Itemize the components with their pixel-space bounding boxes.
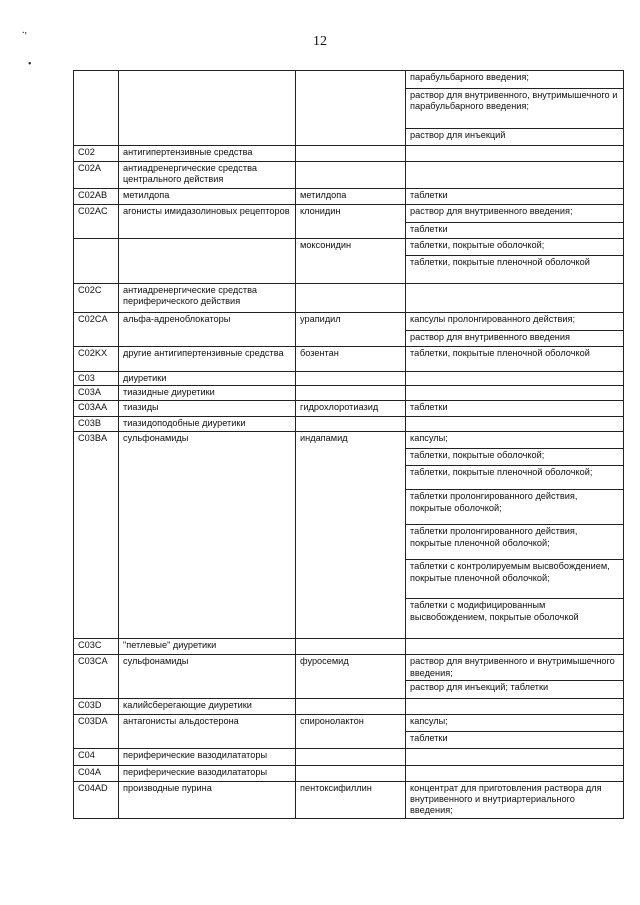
- drug-name-cell: метилдопа: [296, 189, 406, 205]
- dosage-form-cell: [406, 698, 624, 714]
- dosage-form-cell: капсулы пролонгированного действия;: [406, 313, 624, 331]
- atc-group-cell: диуретики: [119, 372, 296, 386]
- atc-group-cell: антигипертензивные средства: [119, 146, 296, 162]
- drug-name-cell: [296, 417, 406, 432]
- dosage-form-cell: таблетки, покрытые оболочкой;: [406, 449, 624, 466]
- drug-name-cell: [296, 284, 406, 313]
- drug-name-cell: гидрохлоротиазид: [296, 401, 406, 417]
- drug-name-cell: пентоксифиллин: [296, 781, 406, 818]
- scan-mark-bottom: •: [28, 59, 32, 70]
- atc-group-cell: антагонисты альдостерона: [119, 714, 296, 748]
- dosage-form-cell: таблетки: [406, 189, 624, 205]
- dosage-form-cell: капсулы;: [406, 714, 624, 731]
- atc-group-cell: "петлевые" диуретики: [119, 639, 296, 655]
- page-number: 12: [313, 34, 327, 49]
- dosage-form-cell: [406, 284, 624, 313]
- drug-name-cell: [296, 698, 406, 714]
- table-body: [74, 71, 624, 819]
- table-row: [74, 372, 624, 386]
- atc-code-cell: C04AD: [74, 781, 119, 818]
- atc-code-cell: C02AB: [74, 189, 119, 205]
- atc-group-cell: сульфонамиды: [119, 655, 296, 699]
- atc-group-cell: антиадренергические средства центрального действия: [119, 162, 296, 189]
- dosage-form-cell: [406, 372, 624, 386]
- atc-code-cell: C02CA: [74, 313, 119, 347]
- dosage-form-cell: [406, 146, 624, 162]
- atc-code-cell: C03DA: [74, 714, 119, 748]
- drug-name-cell: спиронолактон: [296, 714, 406, 748]
- table-row: [74, 313, 624, 331]
- dosage-form-cell: раствор для внутривенного, внутримышечного и парабульбарного введения;: [406, 89, 624, 129]
- atc-group-cell: тиазиды: [119, 401, 296, 417]
- atc-group-cell: периферические вазодилататоры: [119, 748, 296, 765]
- drug-name-cell: [296, 71, 406, 146]
- table-row: [74, 748, 624, 765]
- table-row: [74, 162, 624, 189]
- atc-code-cell: C02A: [74, 162, 119, 189]
- atc-code-cell: C02C: [74, 284, 119, 313]
- atc-code-cell: C03AA: [74, 401, 119, 417]
- dosage-form-cell: таблетки с модифицированным высвобождением, покрытые оболочкой: [406, 599, 624, 639]
- atc-code-cell: C03CA: [74, 655, 119, 699]
- table-row: [74, 386, 624, 401]
- atc-group-cell: агонисты имидазолиновых рецепторов: [119, 205, 296, 239]
- atc-code-cell: [74, 239, 119, 284]
- atc-code-cell: C02KX: [74, 347, 119, 372]
- dosage-form-cell: таблетки пролонгированного действия, покрытые оболочкой;: [406, 490, 624, 525]
- dosage-form-cell: [406, 639, 624, 655]
- atc-group-cell: другие антигипертензивные средства: [119, 347, 296, 372]
- table-row: [74, 189, 624, 205]
- atc-group-cell: тиазидоподобные диуретики: [119, 417, 296, 432]
- atc-code-cell: C03B: [74, 417, 119, 432]
- table-row: [74, 781, 624, 818]
- table-row: [74, 239, 624, 256]
- atc-code-cell: C03A: [74, 386, 119, 401]
- atc-group-cell: сульфонамиды: [119, 432, 296, 639]
- atc-code-cell: C04: [74, 748, 119, 765]
- scan-mark-top: .,: [22, 25, 27, 36]
- drug-name-cell: моксонидин: [296, 239, 406, 284]
- drug-list-table: [73, 70, 624, 819]
- dosage-form-cell: таблетки с контролируемым высвобождением, покрытые пленочной оболочкой;: [406, 560, 624, 599]
- dosage-form-cell: [406, 748, 624, 765]
- drug-name-cell: фуросемид: [296, 655, 406, 699]
- dosage-form-cell: таблетки пролонгированного действия, покрытые пленочной оболочкой;: [406, 525, 624, 560]
- table-row: [74, 714, 624, 731]
- dosage-form-cell: [406, 417, 624, 432]
- table-row: [74, 401, 624, 417]
- dosage-form-cell: [406, 765, 624, 781]
- dosage-form-cell: капсулы;: [406, 432, 624, 449]
- drug-name-cell: [296, 386, 406, 401]
- dosage-form-cell: таблетки, покрытые пленочной оболочкой: [406, 347, 624, 372]
- table-row: [74, 698, 624, 714]
- atc-code-cell: C03: [74, 372, 119, 386]
- atc-code-cell: C03D: [74, 698, 119, 714]
- table-row: [74, 284, 624, 313]
- atc-group-cell: калийсберегающие диуретики: [119, 698, 296, 714]
- drug-name-cell: [296, 748, 406, 765]
- dosage-form-cell: таблетки, покрытые оболочкой;: [406, 239, 624, 256]
- dosage-form-cell: таблетки: [406, 731, 624, 748]
- table-row: [74, 205, 624, 223]
- drug-name-cell: бозентан: [296, 347, 406, 372]
- dosage-form-cell: раствор для инъекций: [406, 129, 624, 146]
- table-row: [74, 71, 624, 89]
- atc-code-cell: C03BA: [74, 432, 119, 639]
- atc-code-cell: C02: [74, 146, 119, 162]
- dosage-form-cell: раствор для внутривенного введения: [406, 331, 624, 347]
- dosage-form-cell: таблетки: [406, 401, 624, 417]
- atc-group-cell: периферические вазодилататоры: [119, 765, 296, 781]
- table-row: [74, 655, 624, 681]
- atc-code-cell: C03C: [74, 639, 119, 655]
- drug-name-cell: [296, 162, 406, 189]
- table-row: [74, 146, 624, 162]
- drug-name-cell: [296, 639, 406, 655]
- atc-group-cell: производные пурина: [119, 781, 296, 818]
- atc-group-cell: [119, 239, 296, 284]
- dosage-form-cell: [406, 162, 624, 189]
- table-row: [74, 417, 624, 432]
- drug-name-cell: [296, 372, 406, 386]
- atc-code-cell: [74, 71, 119, 146]
- drug-name-cell: индапамид: [296, 432, 406, 639]
- atc-group-cell: метилдопа: [119, 189, 296, 205]
- drug-name-cell: урапидил: [296, 313, 406, 347]
- dosage-form-cell: таблетки, покрытые пленочной оболочкой;: [406, 466, 624, 490]
- dosage-form-cell: раствор для внутривенного и внутримышечного введения;: [406, 655, 624, 681]
- atc-code-cell: C04A: [74, 765, 119, 781]
- table-row: [74, 765, 624, 781]
- table-row: [74, 432, 624, 449]
- dosage-form-cell: раствор для внутривенного введения;: [406, 205, 624, 223]
- dosage-form-cell: концентрат для приготовления раствора для внутривенного и внутриартериального введения;: [406, 781, 624, 818]
- table-row: [74, 639, 624, 655]
- dosage-form-cell: таблетки: [406, 223, 624, 239]
- atc-group-cell: тиазидные диуретики: [119, 386, 296, 401]
- atc-code-cell: C02AC: [74, 205, 119, 239]
- table-row: [74, 347, 624, 372]
- drug-name-cell: [296, 765, 406, 781]
- drug-name-cell: [296, 146, 406, 162]
- atc-group-cell: антиадренергические средства периферического действия: [119, 284, 296, 313]
- atc-group-cell: [119, 71, 296, 146]
- drug-name-cell: клонидин: [296, 205, 406, 239]
- dosage-form-cell: [406, 386, 624, 401]
- dosage-form-cell: парабульбарного введения;: [406, 71, 624, 89]
- dosage-form-cell: раствор для инъекций; таблетки: [406, 680, 624, 698]
- dosage-form-cell: таблетки, покрытые пленочной оболочкой: [406, 256, 624, 284]
- atc-group-cell: альфа-адреноблокаторы: [119, 313, 296, 347]
